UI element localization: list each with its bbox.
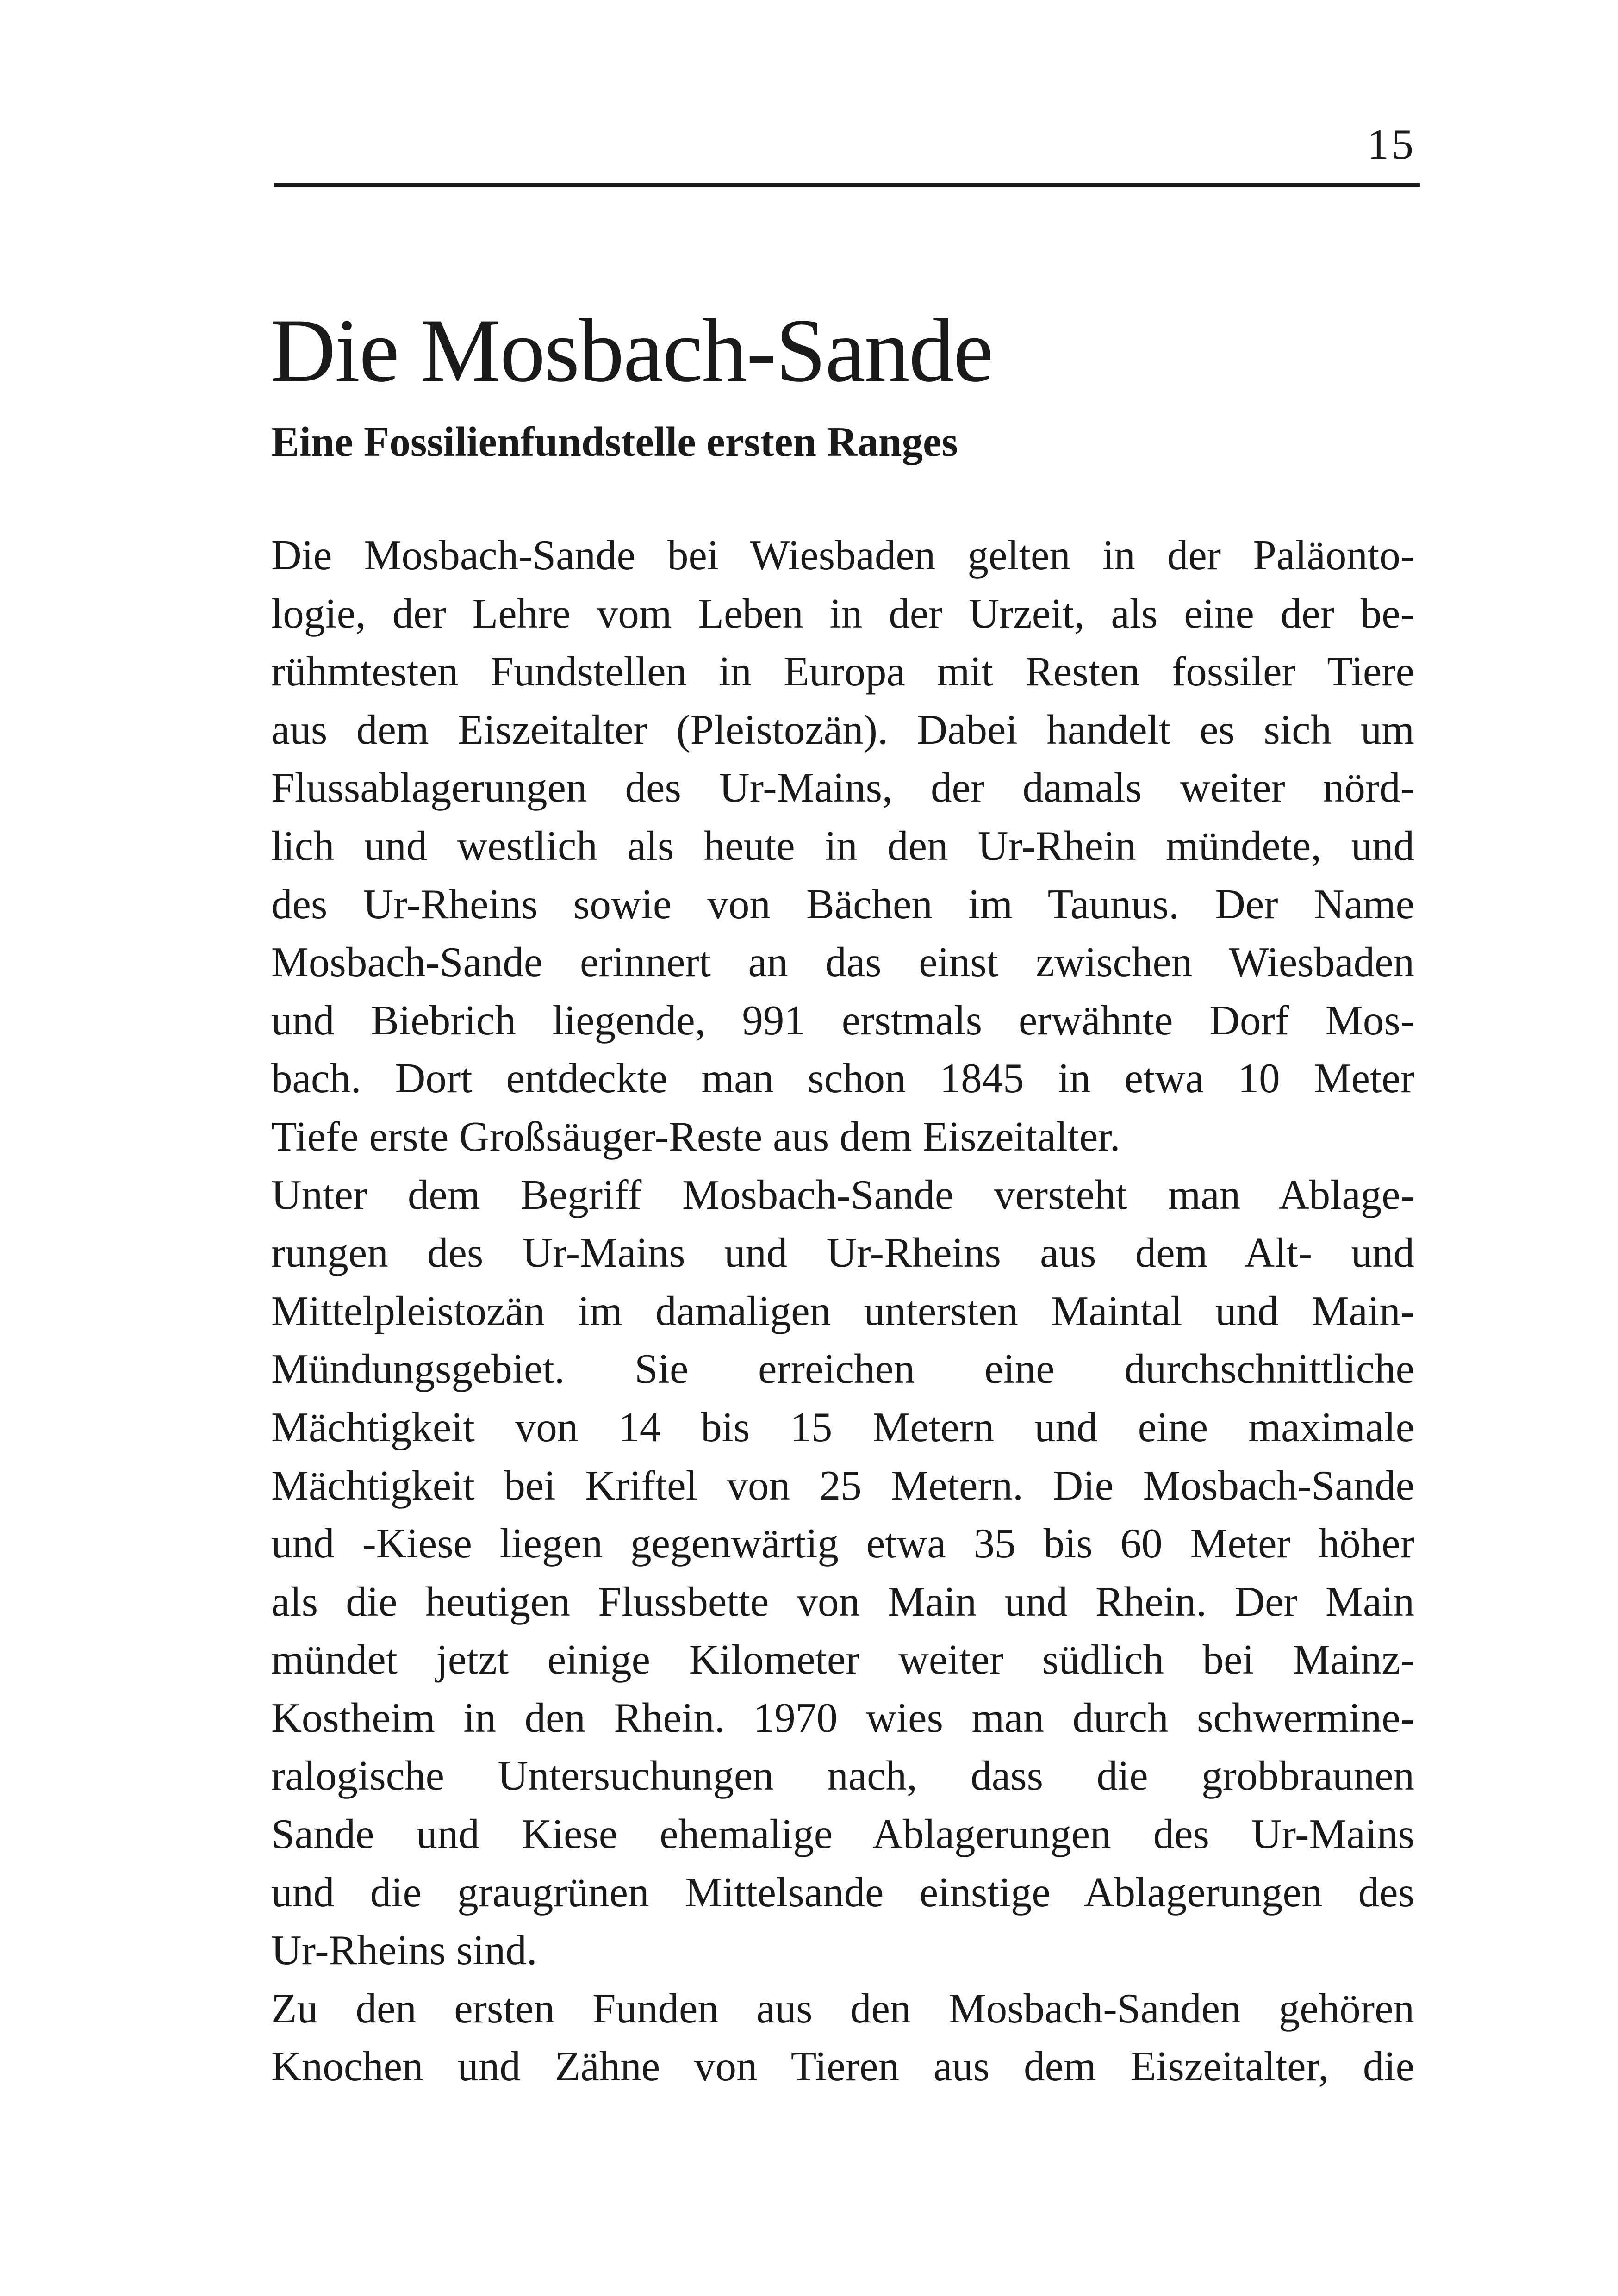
body-line: rühmtesten Fundstellen in Europa mit Resten fossiler Tiere [271, 648, 1414, 695]
body-line: Mächtigkeit von 14 bis 15 Metern und eine maximale [271, 1403, 1414, 1450]
body-line: und Biebrich liegende, 991 erstmals erwähnte Dorf Mos- [271, 996, 1414, 1044]
body-line: ralogische Untersuchungen nach, dass die grobbraunen [271, 1752, 1414, 1799]
body-line: Unter dem Begriff Mosbach-Sande versteht man Ablage- [271, 1171, 1414, 1218]
body-line: Ur-Rheins sind. [271, 1927, 537, 1974]
body-line: Mosbach-Sande erinnert an das einst zwischen Wiesbaden [271, 939, 1414, 986]
chapter-subtitle: Eine Fossilienfundstelle ersten Ranges [271, 418, 958, 465]
body-line: rungen des Ur-Mains und Ur-Rheins aus dem Alt- und [271, 1229, 1414, 1276]
body-line: Die Mosbach-Sande bei Wiesbaden gelten in der Paläonto- [271, 532, 1414, 579]
body-line: Knochen und Zähne von Tieren aus dem Eiszeitalter, die [271, 2043, 1414, 2090]
body-line: Mittelpleistozän im damaligen untersten Maintal und Main- [271, 1287, 1414, 1334]
body-line: des Ur-Rheins sowie von Bächen im Taunus. Der Name [271, 880, 1414, 927]
body-line: Tiefe erste Großsäuger-Reste aus dem Eiszeitalter. [271, 1113, 1120, 1160]
body-line: logie, der Lehre vom Leben in der Urzeit, als eine der be- [271, 590, 1414, 637]
body-line: und die graugrünen Mittelsande einstige Ablagerungen des [271, 1868, 1414, 1916]
page-number: 15 [1367, 120, 1416, 168]
body-line: und -Kiese liegen gegenwärtig etwa 35 bis 60 Meter höher [271, 1520, 1414, 1567]
body-line: lich und westlich als heute in den Ur-Rhein mündete, und [271, 822, 1414, 869]
body-text [271, 526, 1414, 2096]
body-line: aus dem Eiszeitalter (Pleistozän). Dabei handelt es sich um [271, 706, 1414, 753]
body-line: Sande und Kiese ehemalige Ablagerungen des Ur-Mains [271, 1811, 1414, 1858]
body-line: Kostheim in den Rhein. 1970 wies man durch schwermine- [271, 1694, 1414, 1741]
body-line: Flussablagerungen des Ur-Mains, der damals weiter nörd- [271, 764, 1414, 811]
body-line: Mündungsgebiet. Sie erreichen eine durchschnittliche [271, 1345, 1414, 1393]
body-line: bach. Dort entdeckte man schon 1845 in etwa 10 Meter [271, 1055, 1414, 1102]
header-rule [274, 183, 1420, 187]
body-line: mündet jetzt einige Kilometer weiter südlich bei Mainz- [271, 1636, 1414, 1683]
body-line: als die heutigen Flussbette von Main und Rhein. Der Main [271, 1578, 1414, 1625]
chapter-title: Die Mosbach-Sande [270, 300, 993, 401]
body-line: Mächtigkeit bei Kriftel von 25 Metern. Die Mosbach-Sande [271, 1462, 1414, 1509]
body-line: Zu den ersten Funden aus den Mosbach-Sanden gehören [271, 1985, 1414, 2032]
